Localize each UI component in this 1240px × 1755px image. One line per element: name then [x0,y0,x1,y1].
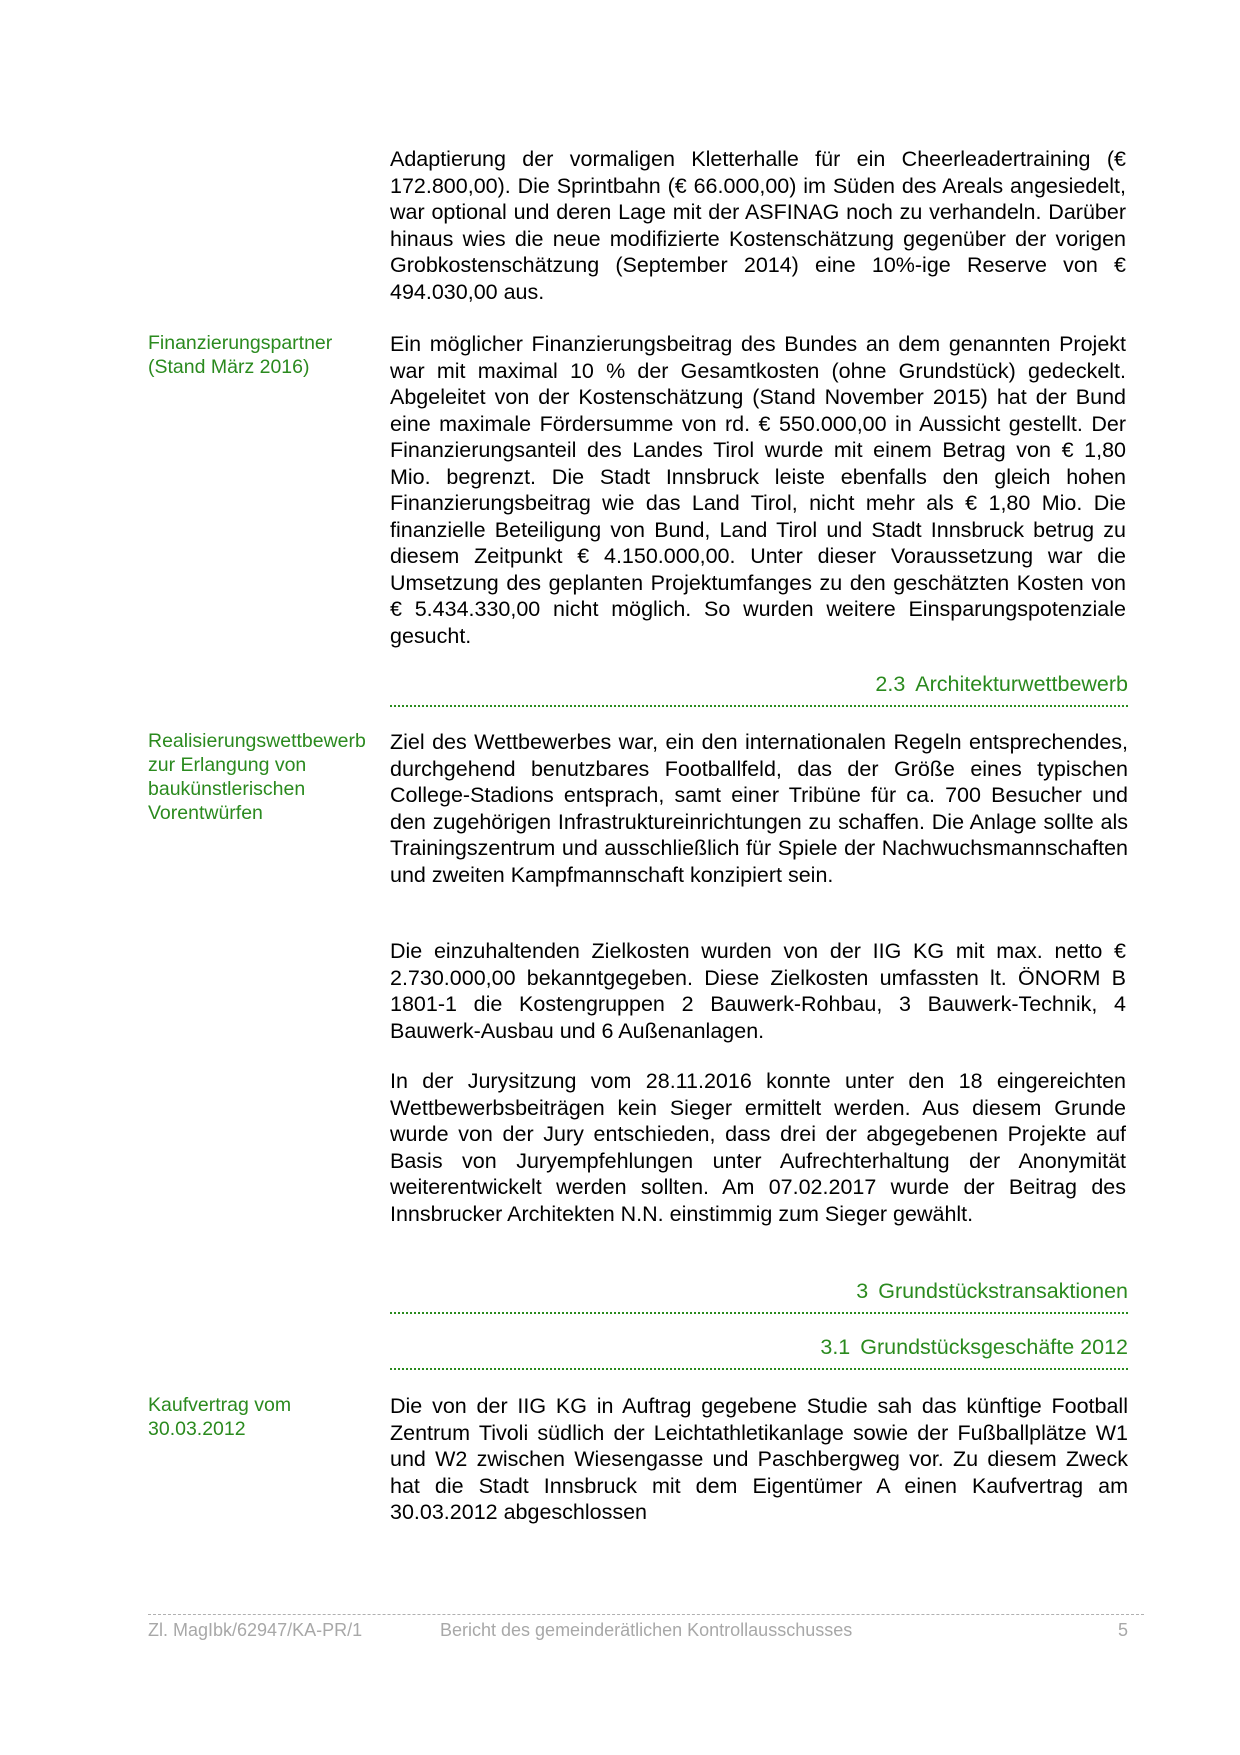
footer-report-title: Bericht des gemeinderätlichen Kontrollausschusses [440,1620,853,1640]
paragraph-purchase-contract: Die von der IIG KG in Auftrag gegebene Studie sah das künftige Football Zentrum Tivoli südlich der Leichtathletikanlage sowie der Fußballplätze W1 und W2 zwischen Wiesengasse und Paschbergweg vor. Zu diesem Zweck hat die Stadt Innsbruck mit dem Eigentümer A einen Kaufvertrag am 30.03.2012 abgeschlossen [390,1394,1128,1524]
paragraph-financing: Ein möglicher Finanzierungsbeitrag des Bundes an dem genannten Projekt war mit maximal 10 % der Gesamtkosten (ohne Grundstück) gedeckelt. Abgeleitet von der Kostenschätzung (Stand November 2015) hat der Bund eine maximale Fördersumme von rd. € 550.000,00 in Aussicht gestellt. Der Finanzierungsanteil des Landes Tirol wurde mit einem Betrag von € 1,80 Mio. begrenzt. Die Stadt Innsbruck leiste ebenfalls den gleich hohen Finanzierungsbeitrag wie das Land Tirol, nicht mehr als € 1,80 Mio. Die finanzielle Beteiligung von Bund, Land Tirol und Stadt Innsbruck betrug zu diesem Zeitpunkt € 4.150.000,00. Unter dieser Voraussetzung war die Umsetzung des geplanten Projektumfanges zu den geschätzten Kosten von € 5.434.330,00 nicht möglich. So wurden weitere Einsparungspotenziale gesucht. [390,332,1126,648]
paragraph-target-costs: Die einzuhaltenden Zielkosten wurden von der IIG KG mit max. netto € 2.730.000,00 bekanntgegeben. Diese Zielkosten umfassten lt. ÖNORM B 1801-1 die Kostengruppen 2 Bauwerk-Rohbau, 3 Bauwerk-Technik, 4 Bauwerk-Ausbau und 6 Außenanlagen. [390,939,1126,1043]
paragraph-jury: In der Jurysitzung vom 28.11.2016 konnte unter den 18 eingereichten Wettbewerbsbeiträgen kein Sieger ermittelt werden. Aus diesem Grunde wurde von der Jury entschieden, dass drei der abgegebenen Projekte auf Basis von Juryempfehlungen unter Aufrechterhaltung der Anonymität weiterentwickelt werden sollten. Am 07.02.2017 wurde der Beitrag des Innsbrucker Architekten N.N. einstimmig zum Sieger gewählt. [390,1069,1126,1226]
side-note-line: Finanzierungspartner [148,332,333,354]
footer-reference: Zl. MagIbk/62947/KA-PR/1 [148,1620,363,1640]
paragraph-competition-goal: Ziel des Wettbewerbes war, ein den internationalen Regeln entsprechendes, durchgehend benutzbares Footballfeld, das der Größe eines typischen College-Stadions entsprach, samt einer Tribüne für ca. 700 Besucher und den zugehörigen Infrastruktureinrichtungen zu schaffen. Die Anlage sollte als Trainingszentrum und ausschließlich für Spiele der Nachwuchsmannschaften und zweiten Kampfmannschaft konzipiert sein. [390,730,1128,887]
section-title: Grundstücksgeschäfte 2012 [860,1335,1128,1359]
side-note-line: Kaufvertrag vom [148,1394,292,1416]
side-note-financing-partners [148,331,388,379]
section-heading-architecture-competition [390,671,1128,707]
section-heading-property-transactions [390,1278,1128,1314]
footer-page-number: 5 [1118,1620,1129,1640]
side-note-line: baukünstlerischen [148,778,306,800]
side-note-line: Realisierungswettbewerb [148,730,366,752]
section-title: Architekturwettbewerb [915,672,1128,696]
side-note-purchase-contract [148,1393,388,1441]
section-title: Grundstückstransaktionen [878,1279,1128,1303]
side-note-line: 30.03.2012 [148,1418,246,1440]
footer-divider [148,1614,1144,1615]
side-note-competition [148,729,388,825]
side-note-line: Vorentwürfen [148,802,263,824]
section-number: 3 [856,1279,869,1303]
section-number: 3.1 [820,1335,851,1359]
side-note-line: (Stand März 2016) [148,356,310,378]
side-note-line: zur Erlangung von [148,754,307,776]
section-number: 2.3 [875,672,906,696]
section-heading-property-deals-2012 [390,1334,1128,1370]
paragraph-cost-estimate: Adaptierung der vormaligen Kletterhalle für ein Cheerleadertraining (€ 172.800,00). Die Sprintbahn (€ 66.000,00) im Süden des Areals angesiedelt, war optional und deren Lage mit der ASFINAG noch zu verhandeln. Darüber hinaus wies die neue modifizierte Kostenschätzung gegenüber der vorigen Grobkostenschätzung (September 2014) eine 10%-ige Reserve von € 494.030,00 aus. [390,147,1126,304]
